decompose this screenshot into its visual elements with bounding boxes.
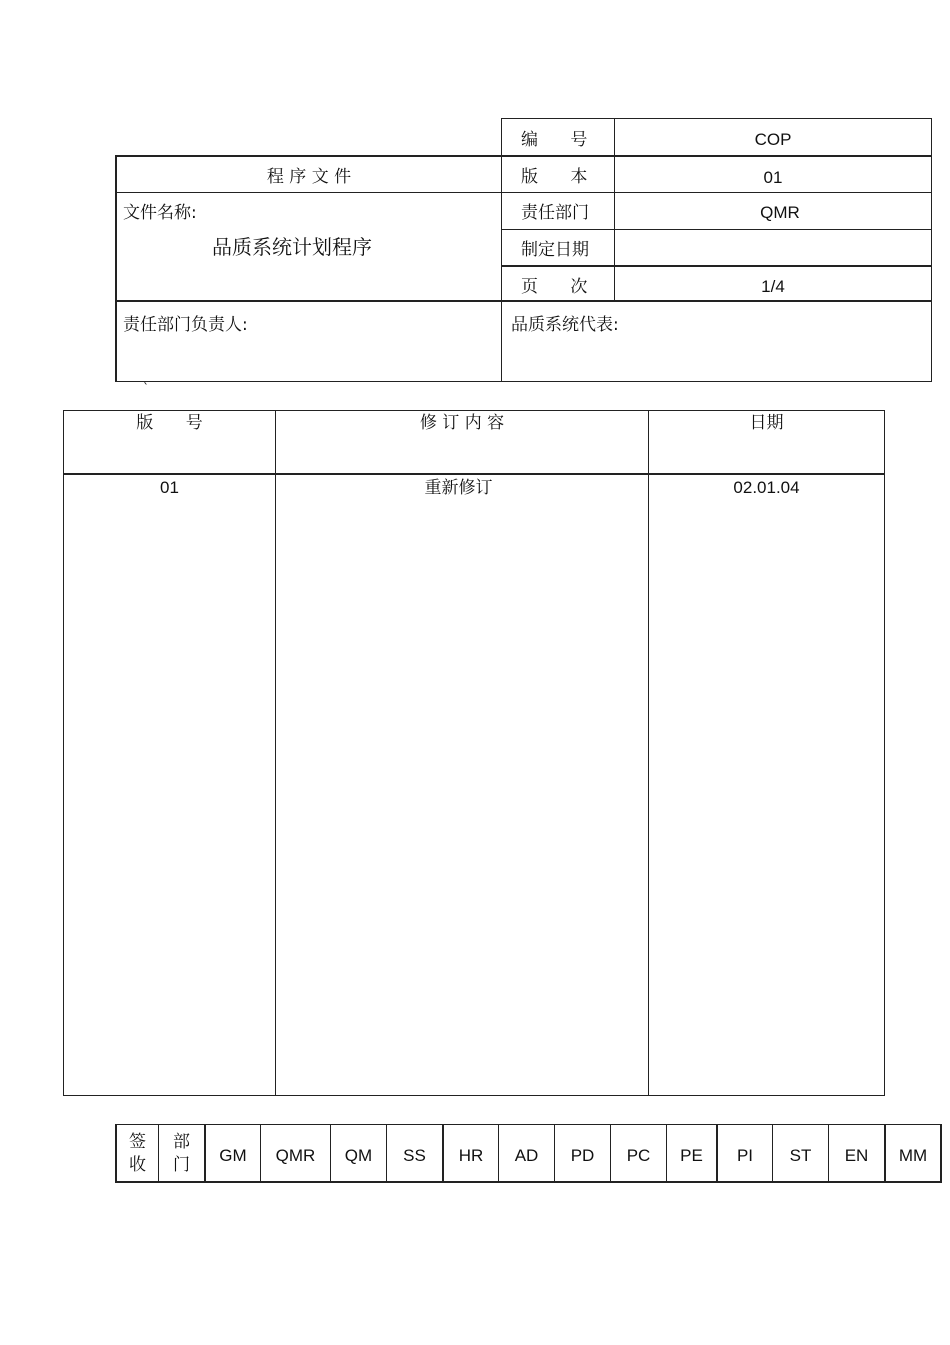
field-label-page: 页 次	[521, 277, 588, 297]
revision-date-cell: 02.01.04	[733, 478, 800, 497]
dept-en: EN	[844, 1146, 869, 1165]
field-label-department: 责任部门	[521, 203, 589, 223]
revision-version-cell: 01	[160, 478, 179, 497]
dept-pi: PI	[736, 1146, 754, 1165]
dept-st: ST	[789, 1146, 812, 1165]
signoff-label-sign: 签收	[129, 1132, 146, 1175]
field-value-page: 1/4	[761, 277, 785, 296]
field-value-number: COP	[754, 130, 792, 149]
dept-pd: PD	[570, 1146, 595, 1165]
revision-header-content: 修 订 内 容	[419, 413, 505, 433]
dept-pc: PC	[626, 1146, 651, 1165]
field-label-date: 制定日期	[521, 240, 589, 260]
responsible-head-label: 责任部门负责人:	[123, 315, 248, 335]
dept-qm: QM	[344, 1146, 373, 1165]
revision-header-date: 日期	[749, 413, 784, 433]
revision-header-version: 版 号	[136, 413, 203, 433]
dept-gm: GM	[219, 1146, 247, 1165]
dept-mm: MM	[898, 1146, 928, 1165]
doc-name-label: 文件名称:	[123, 203, 197, 223]
dept-ss: SS	[403, 1146, 426, 1165]
field-value-version: 01	[763, 168, 783, 187]
dept-ad: AD	[514, 1146, 539, 1165]
field-label-version: 版 本	[521, 167, 588, 187]
signoff-label-dept: 部门	[173, 1132, 190, 1175]
quality-rep-label: 品质系统代表:	[511, 315, 619, 335]
dept-pe: PE	[680, 1146, 703, 1165]
dept-qmr: QMR	[275, 1146, 316, 1165]
revision-content-cell: 重新修订	[424, 478, 493, 498]
doc-name: 品质系统计划程序	[212, 235, 372, 259]
doc-type-title: 程 序 文 件	[266, 167, 352, 187]
field-label-number: 编 号	[521, 130, 588, 150]
stray-mark: `	[143, 381, 149, 395]
dept-hr: HR	[458, 1146, 484, 1165]
field-value-department: QMR	[760, 203, 800, 222]
